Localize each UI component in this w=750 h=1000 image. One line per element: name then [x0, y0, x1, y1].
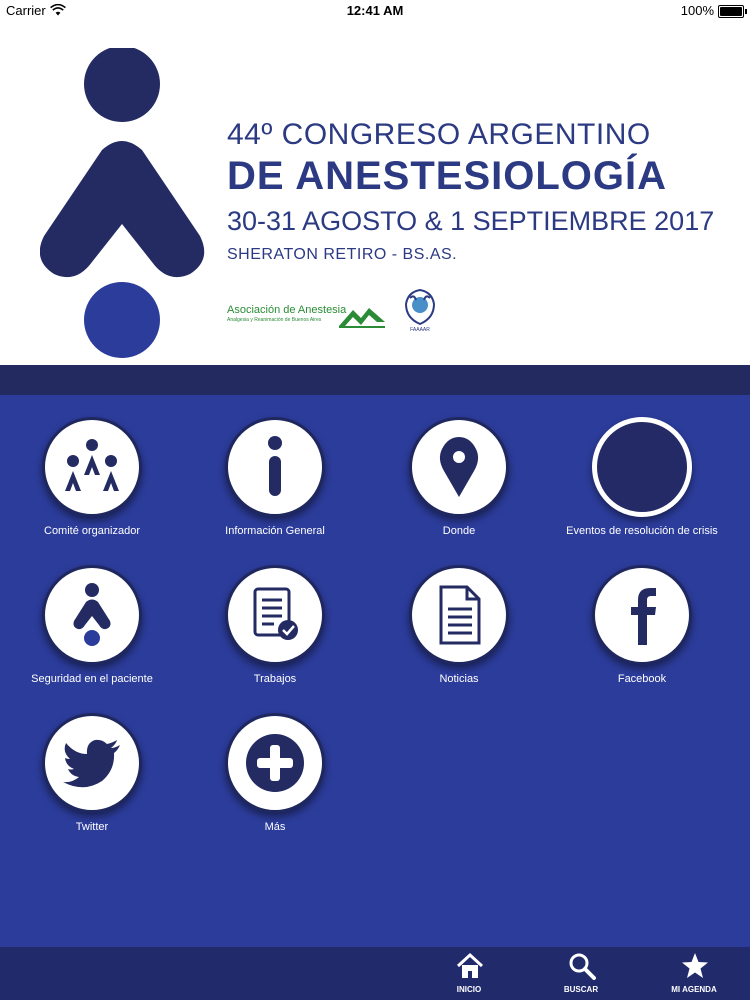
association-subtitle: Analgesia y Reanimación de Buenos Aires [227, 317, 322, 323]
crest-text: FAAAAR [410, 327, 430, 332]
congress-banner [0, 22, 750, 365]
menu-circle[interactable] [225, 713, 325, 813]
menu-label: Twitter [75, 821, 109, 833]
menu-label: Facebook [617, 673, 667, 685]
tab-label: MI AGENDA [671, 985, 717, 994]
menu-item-donde[interactable] [374, 395, 544, 537]
menu-circle[interactable] [225, 565, 325, 665]
congress-edition: 44º CONGRESO ARGENTINO [227, 118, 651, 151]
menu-item-trabajos[interactable] [190, 543, 360, 685]
menu-item-facebook[interactable] [557, 543, 727, 685]
menu-circle[interactable] [409, 565, 509, 665]
menu-circle[interactable] [409, 417, 509, 517]
tab-bar [0, 947, 750, 1000]
association-mark-icon [339, 306, 385, 328]
congress-logo-icon [40, 48, 210, 363]
navigation-bar [0, 365, 750, 395]
congress-venue: SHERATON RETIRO - BS.AS. [227, 246, 458, 263]
menu-circle[interactable] [42, 565, 142, 665]
menu-label: Trabajos [253, 673, 297, 685]
menu-label: Información General [225, 525, 325, 537]
facebook-icon [610, 583, 674, 647]
menu-item-informacion-general[interactable] [190, 395, 360, 537]
menu-label: Noticias [439, 673, 479, 685]
congress-title: DE ANESTESIOLOGÍA [227, 154, 668, 198]
menu-item-noticias[interactable] [374, 543, 544, 685]
menu-item-twitter[interactable] [7, 691, 177, 833]
menu-grid [0, 395, 750, 947]
tab-label: INICIO [456, 985, 482, 994]
document-check-icon [243, 583, 307, 647]
menu-item-eventos-crisis[interactable] [557, 395, 727, 537]
menu-circle[interactable] [42, 417, 142, 517]
association-name: Asociación de Anestesia [227, 304, 347, 316]
document-lines-icon [427, 583, 491, 647]
menu-label: Comité organizador [44, 525, 140, 537]
battery-icon [718, 5, 744, 18]
plus-icon [243, 731, 307, 795]
blank-circle-icon[interactable] [592, 417, 692, 517]
congress-dates: 30-31 AGOSTO & 1 SEPTIEMBRE 2017 [227, 206, 715, 236]
menu-item-mas[interactable] [190, 691, 360, 833]
tab-mi-agenda[interactable] [654, 947, 734, 1000]
battery-percentage: 100% [680, 3, 714, 18]
status-bar [0, 0, 750, 22]
people-icon [60, 435, 124, 499]
menu-item-seguridad-paciente[interactable] [7, 543, 177, 685]
twitter-icon [60, 731, 124, 795]
tab-inicio[interactable] [429, 947, 509, 1000]
star-icon [681, 952, 709, 980]
menu-circle[interactable] [42, 713, 142, 813]
menu-label: Más [264, 821, 286, 833]
tab-buscar[interactable] [541, 947, 621, 1000]
menu-circle[interactable] [592, 565, 692, 665]
federation-crest [402, 288, 438, 337]
menu-label: Seguridad en el paciente [31, 673, 153, 685]
menu-circle[interactable] [225, 417, 325, 517]
menu-label: Eventos de resolución de crisis [566, 525, 718, 537]
tab-label: BUSCAR [563, 985, 599, 994]
carrier-label: Carrier [6, 3, 46, 18]
location-pin-icon [427, 435, 491, 499]
search-icon [568, 952, 596, 980]
menu-item-comite-organizador[interactable] [7, 395, 177, 537]
info-icon [243, 435, 307, 499]
congress-logo-icon [60, 583, 124, 647]
home-icon [456, 952, 484, 980]
menu-label: Donde [442, 525, 476, 537]
clock: 12:41 AM [346, 3, 404, 18]
